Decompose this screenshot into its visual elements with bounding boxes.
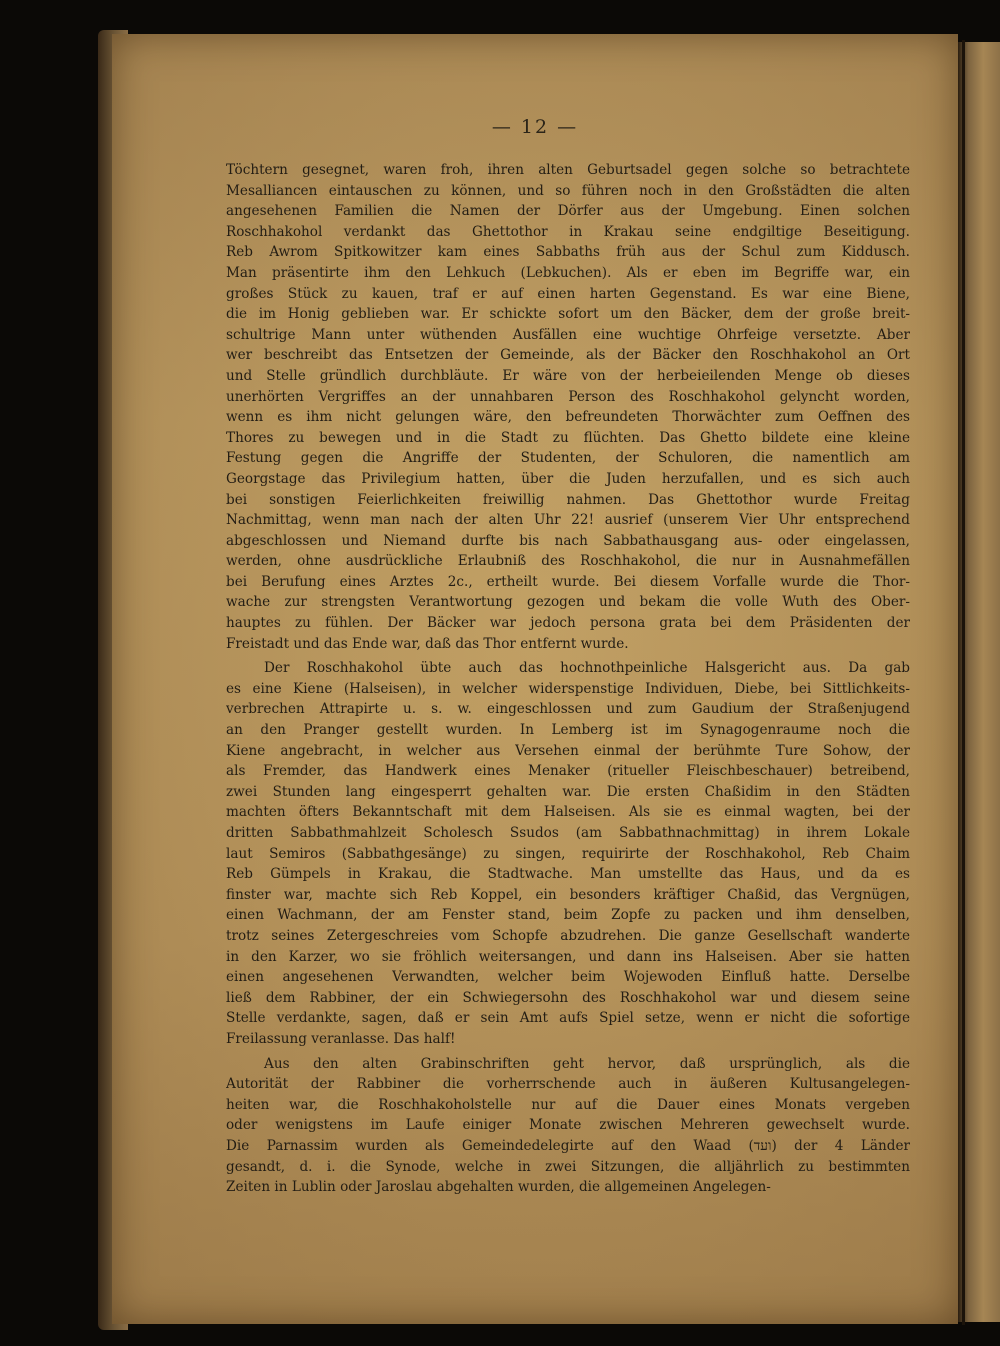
text-line: Reb Gümpels in Krakau, die Stadtwache. Man umstellte das Haus, und da es (226, 866, 910, 883)
text-line: Mesalliancen eintauschen zu können, und so führen noch in den Großstädten die alten (226, 182, 910, 199)
text-line: an den Pranger gestellt wurden. In Lemberg ist im Synagogenraume noch die (226, 722, 910, 739)
text-line: schultrige Mann unter wüthenden Ausfällen eine wuchtige Ohrfeige versetzte. Aber (226, 326, 910, 343)
text-line: Georgstage das Privilegium hatten, über die Juden herzufallen, und es sich auch (226, 470, 910, 487)
text-line: wer beschreibt das Entsetzen der Gemeinde, als der Bäcker den Roschhakohol an Ort (226, 347, 910, 364)
text-line: Die Parnassim wurden als Gemeindedelegirte auf den Waad (ועד) der 4 Länder (226, 1137, 910, 1154)
text-line: Freistadt und das Ende war, daß das Thor entfernt wurde. (226, 635, 629, 652)
text-line: es eine Kiene (Halseisen), in welcher widerspenstige Individuen, Diebe, bei Sittlichkeits- (226, 680, 910, 697)
page-gutter (962, 40, 965, 1325)
text-line: Zeiten in Lublin oder Jaroslau abgehalten wurden, die allgemeinen Angelegen- (226, 1179, 771, 1196)
text-line: zwei Stunden lang eingesperrt gehalten war. Die ersten Chaßidim in den Städten (226, 783, 910, 800)
text-line: Roschhakohol verdankt das Ghettothor in Krakau seine endgiltige Beseitigung. (226, 223, 910, 240)
paragraph (226, 160, 910, 654)
text-line: heiten war, die Roschhakoholstelle nur auf die Dauer eines Monats vergeben (226, 1096, 910, 1113)
text-line: Festung gegen die Angriffe der Studenten, der Schuloren, die namentlich am (226, 450, 910, 467)
text-line: Nachmittag, wenn man nach der alten Uhr 22! ausrief (unserem Vier Uhr entsprechend (226, 512, 910, 529)
text-line: und Stelle gründlich durchbläute. Er wäre von der herbeieilenden Menge ob dieses (226, 367, 910, 384)
text-line: trotz seines Zetergeschreies vom Schopfe abzudrehen. Die ganze Gesellschaft wanderte (226, 927, 910, 944)
text-line: Töchtern gesegnet, waren froh, ihren alten Geburtsadel gegen solche so betrachtete (226, 162, 910, 178)
text-line: bei Berufung eines Arztes 2c., ertheilt wurde. Bei diesem Vorfalle wurde die Thor- (226, 573, 910, 590)
text-line: laut Semiros (Sabbathgesänge) zu singen, requirirte der Roschhakohol, Reb Chaim (226, 845, 910, 862)
text-line: ließ dem Rabbiner, der ein Schwiegersohn des Roschhakohol war und diesem seine (226, 989, 910, 1006)
text-line: machten öfters Bekanntschaft mit dem Halseisen. Als sie es einmal wagten, bei der (226, 804, 910, 821)
text-line: Aus den alten Grabinschriften geht hervor, daß ursprünglich, als die (264, 1055, 910, 1072)
text-line: Man präsentirte ihm den Lehkuch (Lebkuchen). Als er eben im Begriffe war, ein (226, 264, 910, 281)
text-line: Reb Awrom Spitkowitzer kam eines Sabbaths früh aus der Schul zum Kiddusch. (226, 244, 910, 261)
text-line: abgeschlossen und Niemand durfte bis nach Sabbathausgang aus- oder eingelassen, (226, 532, 910, 549)
text-line: verbrechen Attrapirte u. s. w. eingeschlossen und zum Gaudium der Straßenjugend (226, 701, 910, 718)
text-line: unerhörten Vergriffes an der unnahbaren Person des Roschhakohol gelyncht worden, (226, 388, 910, 405)
text-line: oder wenigstens im Laufe einiger Monate zwischen Mehreren gewechselt wurde. (226, 1117, 910, 1134)
text-line: dritten Sabbathmahlzeit Scholesch Ssudos (am Sabbathnachmittag) in ihrem Lokale (226, 825, 910, 841)
book-page (112, 34, 958, 1324)
text-line: hauptes zu fühlen. Der Bäcker war jedoch persona grata bei dem Präsidenten der (226, 615, 910, 632)
text-line: werden, ohne ausdrückliche Erlaubniß des Roschhakohol, die nur in Ausnahmefällen (226, 553, 910, 570)
text-line: einen Wachmann, der am Fenster stand, beim Zopfe zu packen und ihm denselben, (226, 907, 910, 924)
paragraph (226, 1054, 910, 1198)
text-line: großes Stück zu kauen, traf er auf einen harten Gegenstand. Es war eine Biene, (226, 285, 910, 302)
text-line: wache zur strengsten Verantwortung gezogen und bekam die volle Wuth des Ober- (226, 594, 910, 611)
text-line: finster war, machte sich Reb Koppel, ein besonders kräftiger Chaßid, das Vergnügen, (226, 886, 910, 903)
text-line: Thores zu bewegen und in die Stadt zu flüchten. Das Ghetto bildete eine kleine (226, 429, 910, 446)
text-line: Autorität der Rabbiner die vorherrschende auch in äußeren Kultusangelegen- (226, 1076, 910, 1093)
text-line: gesandt, d. i. die Synode, welche in zwei Sitzungen, die alljährlich zu bestimmten (226, 1158, 910, 1175)
text-line: wenn es ihm nicht gelungen wäre, den befreundeten Thorwächter zum Oeffnen des (226, 409, 910, 426)
text-line: bei sonstigen Feierlichkeiten freiwillig nahmen. Das Ghettothor wurde Freitag (226, 491, 910, 508)
text-line: Stelle verdankte, sagen, daß er sein Amt aufs Spiel setze, wenn er nicht die sofortige (226, 1010, 910, 1027)
text-line: einen angesehenen Verwandten, welcher beim Wojewoden Einfluß hatte. Derselbe (226, 969, 910, 986)
text-line: die im Honig geblieben war. Er schickte sofort um den Bäcker, dem der große breit- (226, 306, 910, 323)
text-line: Freilassung veranlasse. Das half! (226, 1030, 456, 1047)
body-text (226, 160, 910, 1202)
page-number: — 12 — (491, 116, 579, 138)
text-line: Der Roschhakohol übte auch das hochnothpeinliche Halsgericht aus. Da gab (264, 660, 910, 677)
text-line: Kiene angebracht, in welcher aus Versehen einmal der berühmte Ture Sohow, der (226, 742, 910, 759)
paragraph (226, 658, 910, 1049)
text-line: als Fremder, das Handwerk eines Menaker (ritueller Fleischbeschauer) betreibend, (226, 763, 910, 780)
text-line: in den Karzer, wo sie fröhlich weitersangen, und dann ins Halseisen. Aber sie hatten (226, 948, 910, 965)
text-line: angesehenen Familien die Namen der Dörfer aus der Umgebung. Einen solchen (226, 203, 910, 220)
